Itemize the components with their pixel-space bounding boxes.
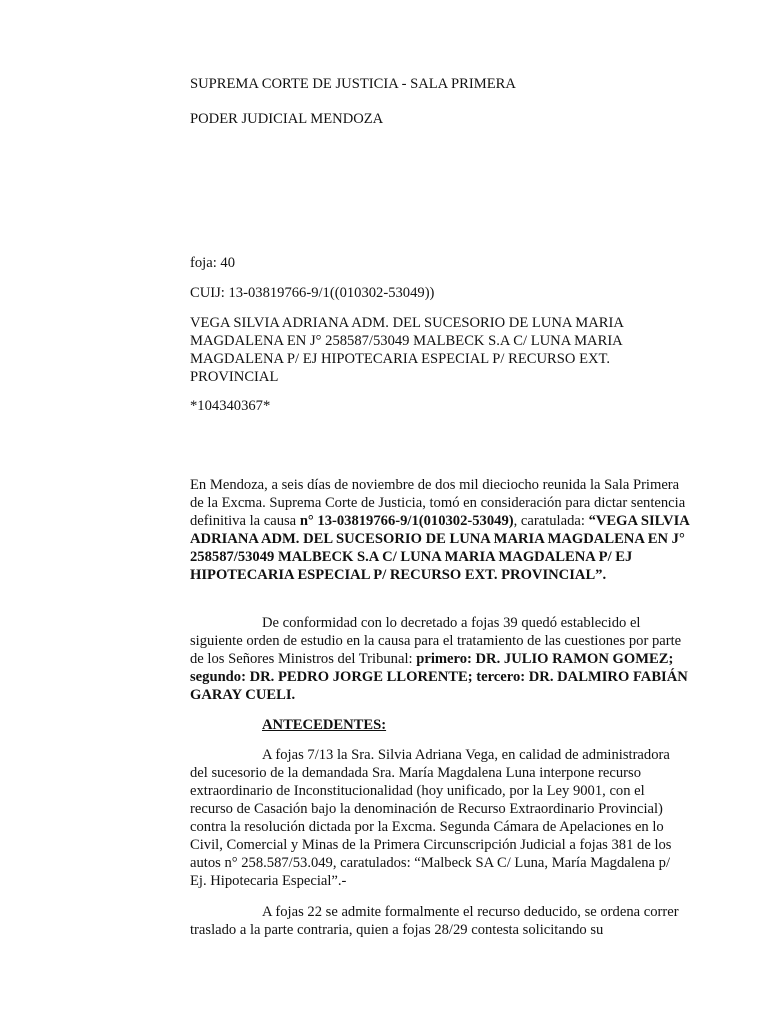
document-code: *104340367* <box>190 398 271 414</box>
section-heading-block <box>190 716 690 734</box>
foja-number: foja: 40 <box>190 255 235 271</box>
caratula-title: “VEGA SILVIA ADRIANA ADM. DEL SUCESORIO DE LUNA MARIA MAGDALENA EN J° 258587/53049 MALBECK S.A C/ LUNA MARIA MAGDALENA P/ EJ HIPOTECARIA ESPECIAL P/ RECURSO EXT. PROVINCIAL”. <box>190 513 690 583</box>
opening-text: En Mendoza, a seis días de noviembre de dos mil dieciocho reunida la Sala Primera de la Excma. Suprema Corte de Justicia, tomó en consideración para dictar sentencia definitiva la causa <box>190 477 686 529</box>
paragraph-antecedentes <box>190 746 690 890</box>
antecedentes-heading: ANTECEDENTES: <box>262 717 387 733</box>
case-title-line: MAGDALENA EN J° 258587/53049 MALBECK S.A C/ LUNA MARIA <box>190 333 623 349</box>
antecedentes-text: A fojas 7/13 la Sra. Silvia Adriana Vega, en calidad de administradora del sucesorio de la demandada Sra. María Magdalena Luna interpone recurso extraordinario de Inconstitucionalidad (hoy unificado, por la Ley 9001, con el recurso de Casación bajo la denominación de Recurso Extraordinario Provincial) contra la resolución dictada por la Excma. Segunda Cámara de Apelaciones en lo Civil, Comercial y Minas de la Primera Circunscripción Judicial a fojas 381 de los autos n° 258.587/53.049, caratulados: “Malbeck SA C/ Luna, María Magdalena p/ Ej. Hipotecaria Especial”.- <box>190 747 672 889</box>
traslado-text: A fojas 22 se admite formalmente el recurso deducido, se ordena correr traslado a la parte contraria, quien a fojas 28/29 contesta solicitando su <box>190 904 679 938</box>
paragraph-traslado <box>190 903 690 939</box>
case-title-line: MAGDALENA P/ EJ HIPOTECARIA ESPECIAL P/ RECURSO EXT. <box>190 351 611 367</box>
branch-header: PODER JUDICIAL MENDOZA <box>190 111 384 127</box>
cuij-number: CUIJ: 13-03819766-9/1((010302-53049)) <box>190 285 435 301</box>
case-title-line: VEGA SILVIA ADRIANA ADM. DEL SUCESORIO DE LUNA MARIA <box>190 315 624 331</box>
paragraph-opening <box>190 476 690 584</box>
court-header: SUPREMA CORTE DE JUSTICIA - SALA PRIMERA <box>190 76 516 92</box>
paragraph-order <box>190 614 690 704</box>
opening-mid: , caratulada: <box>513 513 589 529</box>
ministers-order: primero: DR. JULIO RAMON GOMEZ; segundo: DR. PEDRO JORGE LLORENTE; tercero: DR. DALMIRO FABIÁN GARAY CUELI. <box>190 651 688 703</box>
causa-number: n° 13-03819766-9/1(010302-53049) <box>299 513 514 529</box>
order-text: De conformidad con lo decretado a fojas 39 quedó establecido el siguiente orden de estudio en la causa para el tratamiento de las cuestiones por parte de los Señores Ministros del Tribunal: <box>190 615 682 667</box>
case-title-line: PROVINCIAL <box>190 369 279 385</box>
